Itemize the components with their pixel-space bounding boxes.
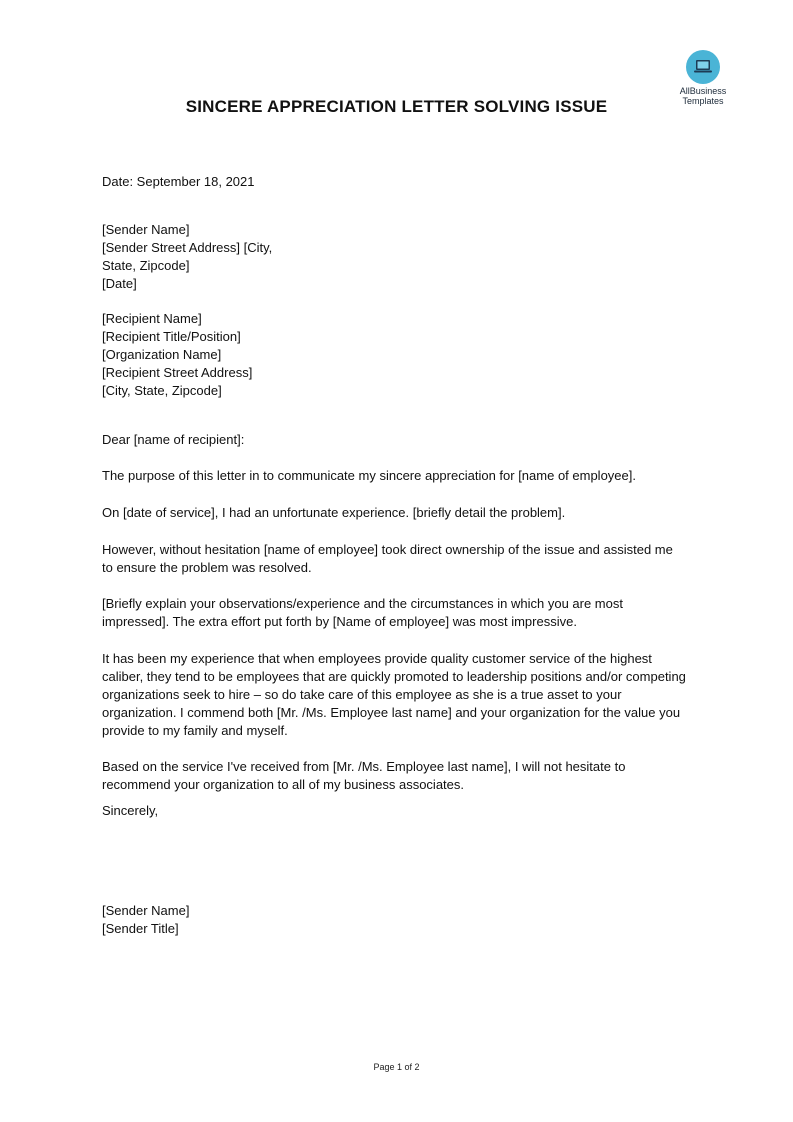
brand-line-1: AllBusiness xyxy=(679,86,727,96)
sender-street: [Sender Street Address] [City, xyxy=(102,240,273,255)
recipient-address-block xyxy=(102,310,692,400)
paragraph-ownership: However, without hesitation [name of employee] took direct ownership of the issue and assisted me to ensure the problem was resolved. xyxy=(102,542,673,575)
paragraph-observations: [Briefly explain your observations/experience and the circumstances in which you are most impressed]. The extra effort put forth by [Name of employee] was most impressive. xyxy=(102,596,623,629)
organization-name: [Organization Name] xyxy=(102,347,222,362)
sender-address-block xyxy=(102,221,692,293)
paragraph-commendation: It has been my experience that when employees provide quality customer service of the highest caliber, they tend to be employees that are quickly promoted to leadership positions and/or competing organizations seek to hire – so do take care of this employee as she is a true asset to your organization. I commend both [Mr. /Ms. Employee last name] and your organization for the value you provide to my family and myself. xyxy=(102,651,686,738)
page-number: Page 1 of 2 xyxy=(373,1062,420,1072)
document-title: SINCERE APPRECIATION LETTER SOLVING ISSUE xyxy=(185,97,608,116)
sender-name: [Sender Name] xyxy=(102,222,190,237)
recipient-city-state-zip: [City, State, Zipcode] xyxy=(102,383,222,398)
recipient-title: [Recipient Title/Position] xyxy=(102,329,241,344)
paragraph-experience: On [date of service], I had an unfortunate experience. [briefly detail the problem]. xyxy=(102,505,566,520)
recipient-street: [Recipient Street Address] xyxy=(102,365,253,380)
signature-sender-title: [Sender Title] xyxy=(102,921,179,936)
recipient-name: [Recipient Name] xyxy=(102,311,202,326)
paragraph-purpose: The purpose of this letter in to communicate my sincere appreciation for [name of employee]. xyxy=(102,468,636,483)
sender-state-zip: State, Zipcode] xyxy=(102,258,190,273)
salutation: Dear [name of recipient]: xyxy=(102,432,245,447)
date-line: Date: September 18, 2021 xyxy=(102,174,255,189)
closing: Sincerely, xyxy=(102,803,159,818)
sender-date: [Date] xyxy=(102,276,137,291)
signature-block xyxy=(102,902,692,938)
paragraph-recommendation: Based on the service I've received from [Mr. /Ms. Employee last name], I will not hesitate to recommend your organization to all of my business associates. xyxy=(102,759,626,792)
signature-sender-name: [Sender Name] xyxy=(102,903,190,918)
laptop-icon xyxy=(686,50,720,84)
brand-line-2: Templates xyxy=(682,96,724,106)
